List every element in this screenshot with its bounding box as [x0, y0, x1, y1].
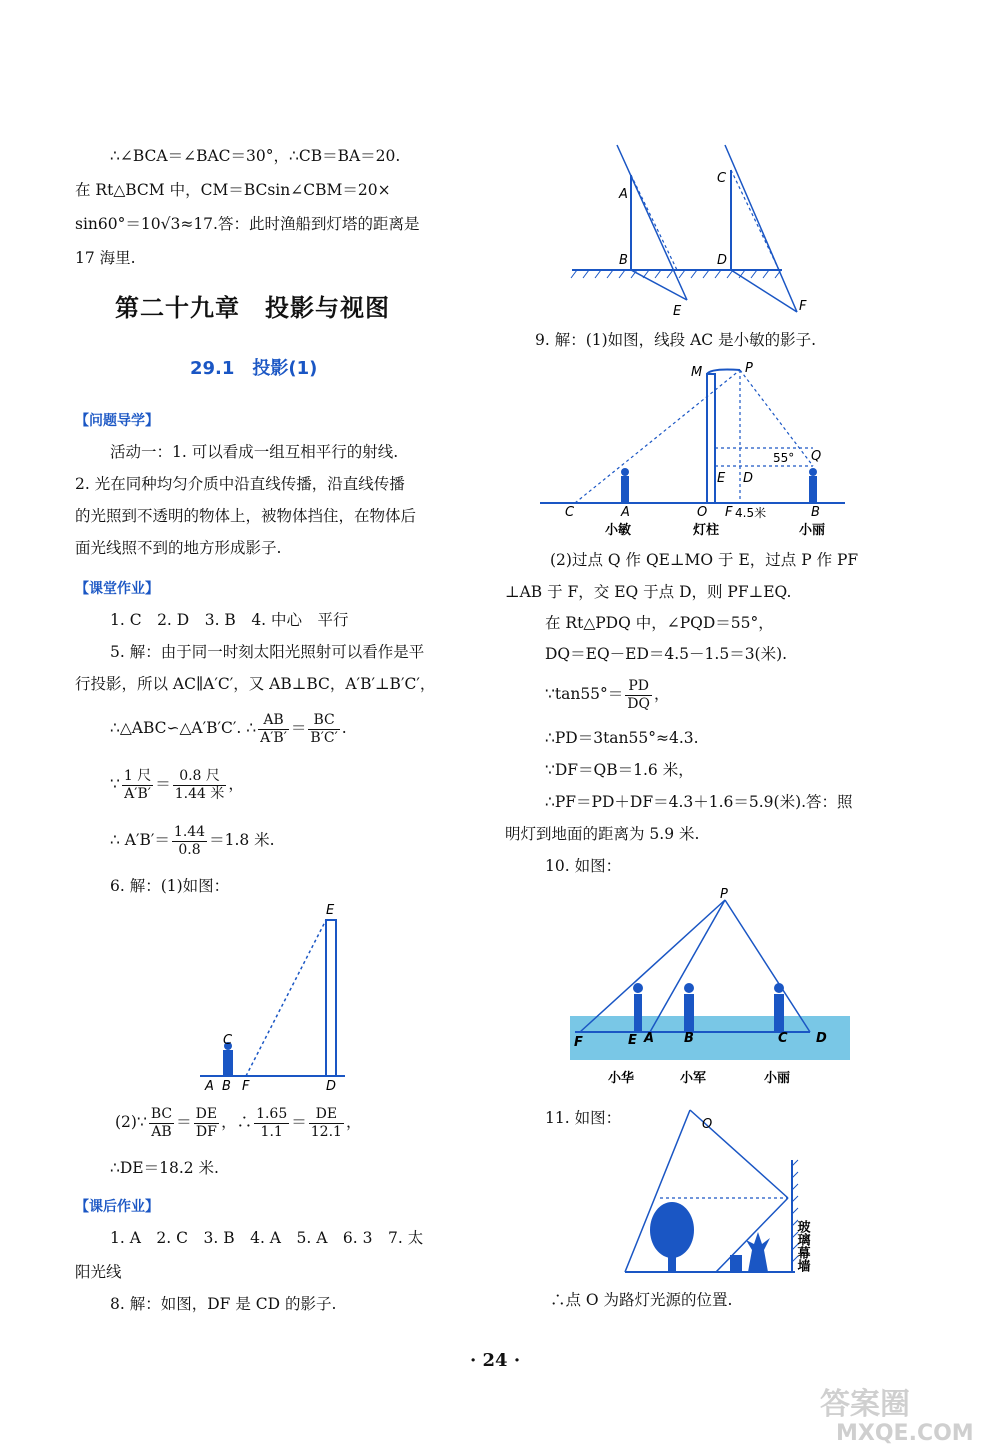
text-line: 行投影，所以 AC∥A′C′，又 AB⊥BC，A′B′⊥B′C′，: [75, 675, 436, 693]
label-F: F: [799, 299, 807, 314]
text-line: ∴点 O 为路灯光源的位置.: [550, 1291, 733, 1309]
text-line: ∴DE＝18.2 米.: [110, 1159, 219, 1177]
text-line: 面光线照不到的地方形成影子.: [75, 539, 282, 557]
label-D: D: [816, 1031, 827, 1046]
label-F: F: [725, 505, 733, 520]
figure-11: [620, 1100, 835, 1280]
text-line: 1. A 2. C 3. B 4. A 5. A 6. 3 7. 太: [110, 1229, 424, 1247]
label-A: A: [205, 1079, 214, 1094]
label-D: D: [717, 253, 728, 268]
figure-8: [567, 140, 817, 320]
light-ray: [246, 920, 326, 1076]
text-line: ∴PF＝PD＋DF＝4.3＋1.6＝5.9(米).答：照: [545, 793, 853, 811]
figure-9: [535, 358, 855, 544]
math-line: (2)∵ $\frac{BC}{AB}$ ＝ $\frac{DE}{DF}$ ，∴ $\frac{1.65}{1.1}$ ＝ $\frac{DE}{12.1}$ ，: [115, 1105, 362, 1140]
text-line: (2)过点 Q 作 QE⊥MO 于 E，过点 P 作 PF: [550, 551, 859, 569]
svg-text:答案圈: 答案圈: [820, 1387, 910, 1422]
caption: 小华: [608, 1071, 635, 1086]
label-E: E: [673, 304, 682, 319]
text-line: ∵DF＝QB＝1.6 米，: [545, 761, 694, 779]
text-line: 活动一：1. 可以看成一组互相平行的射线.: [110, 443, 399, 461]
text-line: ⊥AB 于 F，交 EQ 于点 D，则 PF⊥EQ.: [505, 583, 792, 601]
caption: 小敏: [605, 523, 632, 538]
text-line: 阳光线: [75, 1263, 122, 1281]
text-line: 1. C 2. D 3. B 4. 中心 平行: [110, 611, 349, 629]
math-line: ∵tan55°＝ $\frac{PD}{DQ}$ ，: [545, 677, 670, 712]
label-P: P: [720, 888, 728, 902]
text-line: 9. 解：(1)如图，线段 AC 是小敏的影子.: [535, 331, 817, 349]
label-F: F: [574, 1035, 583, 1050]
label-D: D: [743, 471, 754, 486]
label-D: D: [326, 1079, 337, 1094]
figure-10: [570, 888, 855, 1090]
math-line: ∴△ABC∽△A′B′C′. ∴ $\frac{AB}{A'B'}$ ＝ $\frac{BC}{B'C'}$ .: [110, 711, 347, 746]
text-line: 5. 解：由于同一时刻太阳光照射可以看作是平: [110, 643, 425, 661]
label-F: F: [242, 1079, 250, 1094]
text-line: ∴∠BCA＝∠BAC＝30°，∴CB＝BA＝20.: [110, 147, 401, 165]
label-B: B: [684, 1031, 694, 1046]
tree-shape: [650, 1202, 694, 1258]
label-B: B: [619, 253, 628, 268]
label-Q: Q: [811, 449, 822, 464]
text-line: 2. 光在同种均匀介质中沿直线传播，沿直线传播: [75, 475, 405, 493]
text-line: 8. 解：如图，DF 是 CD 的影子.: [110, 1295, 337, 1313]
text-line: 11. 如图：: [545, 1109, 622, 1127]
text-line: 明灯到地面的距离为 5.9 米.: [505, 825, 700, 843]
angle-label: 55°: [773, 451, 795, 465]
svg-text:MXQE.COM: MXQE.COM: [836, 1421, 974, 1446]
text-line: ∴PD＝3tan55°≈4.3.: [545, 729, 699, 747]
label-A: A: [644, 1031, 655, 1046]
text-line: 10. 如图：: [545, 857, 622, 875]
caption: 灯柱: [693, 523, 720, 538]
label-O: O: [697, 505, 708, 520]
text-line: 6. 解：(1)如图：: [110, 877, 230, 895]
label-P: P: [745, 361, 753, 376]
label-B: B: [811, 505, 820, 520]
person-figure: [223, 1050, 233, 1076]
text-line: 17 海里.: [75, 249, 136, 267]
caption: 小军: [680, 1071, 707, 1086]
text-line: sin60°＝10√3≈17.答：此时渔船到灯塔的距离是: [75, 215, 420, 233]
label-E: E: [717, 471, 726, 486]
label-C: C: [223, 1033, 233, 1048]
label-E: E: [628, 1033, 637, 1048]
label-A: A: [619, 187, 628, 202]
wall-label: 玻璃幕墙: [794, 1220, 810, 1272]
label-A: A: [621, 505, 630, 520]
math-line: ∴ A′B′＝ $\frac{1.44}{0.8}$ ＝1.8 米.: [110, 823, 275, 858]
label-C: C: [717, 171, 727, 186]
label-E: E: [326, 903, 335, 918]
math-line: ∵ $\frac{\text{1 尺}}{A'B'}$ ＝ $\frac{\text{0.8 尺}}{\text{1.44 米}}$ ，: [110, 767, 244, 802]
label-O: O: [702, 1117, 713, 1132]
figure-6: [195, 900, 355, 1095]
section-tag: 【问题导学】: [75, 413, 159, 429]
label-C: C: [565, 505, 575, 520]
section-tag: 【课后作业】: [75, 1199, 159, 1215]
section-title: 29.1 投影(1): [190, 358, 318, 379]
pole-de: [326, 920, 336, 1076]
caption: 小丽: [764, 1071, 791, 1086]
label-M: M: [691, 365, 703, 380]
text-line: DQ＝EQ－ED＝4.5－1.5＝3(米).: [545, 645, 788, 663]
section-tag: 【课堂作业】: [75, 581, 159, 597]
chapter-title: 第二十九章 投影与视图: [115, 294, 390, 322]
text-line: 的光照到不透明的物体上，被物体挡住，在物体后: [75, 507, 417, 525]
text-line: 在 Rt△PDQ 中，∠PQD＝55°，: [545, 614, 774, 632]
text-line: 在 Rt△BCM 中，CM＝BCsin∠CBM＝20×: [75, 181, 391, 199]
watermark-logo: [810, 1380, 1000, 1446]
ground-band: [570, 1016, 850, 1060]
label-B: B: [222, 1079, 231, 1094]
page-number: · 24 ·: [470, 1350, 521, 1371]
label-C: C: [778, 1031, 788, 1046]
caption: 小丽: [799, 523, 826, 538]
length-label: 4.5米: [735, 506, 767, 520]
